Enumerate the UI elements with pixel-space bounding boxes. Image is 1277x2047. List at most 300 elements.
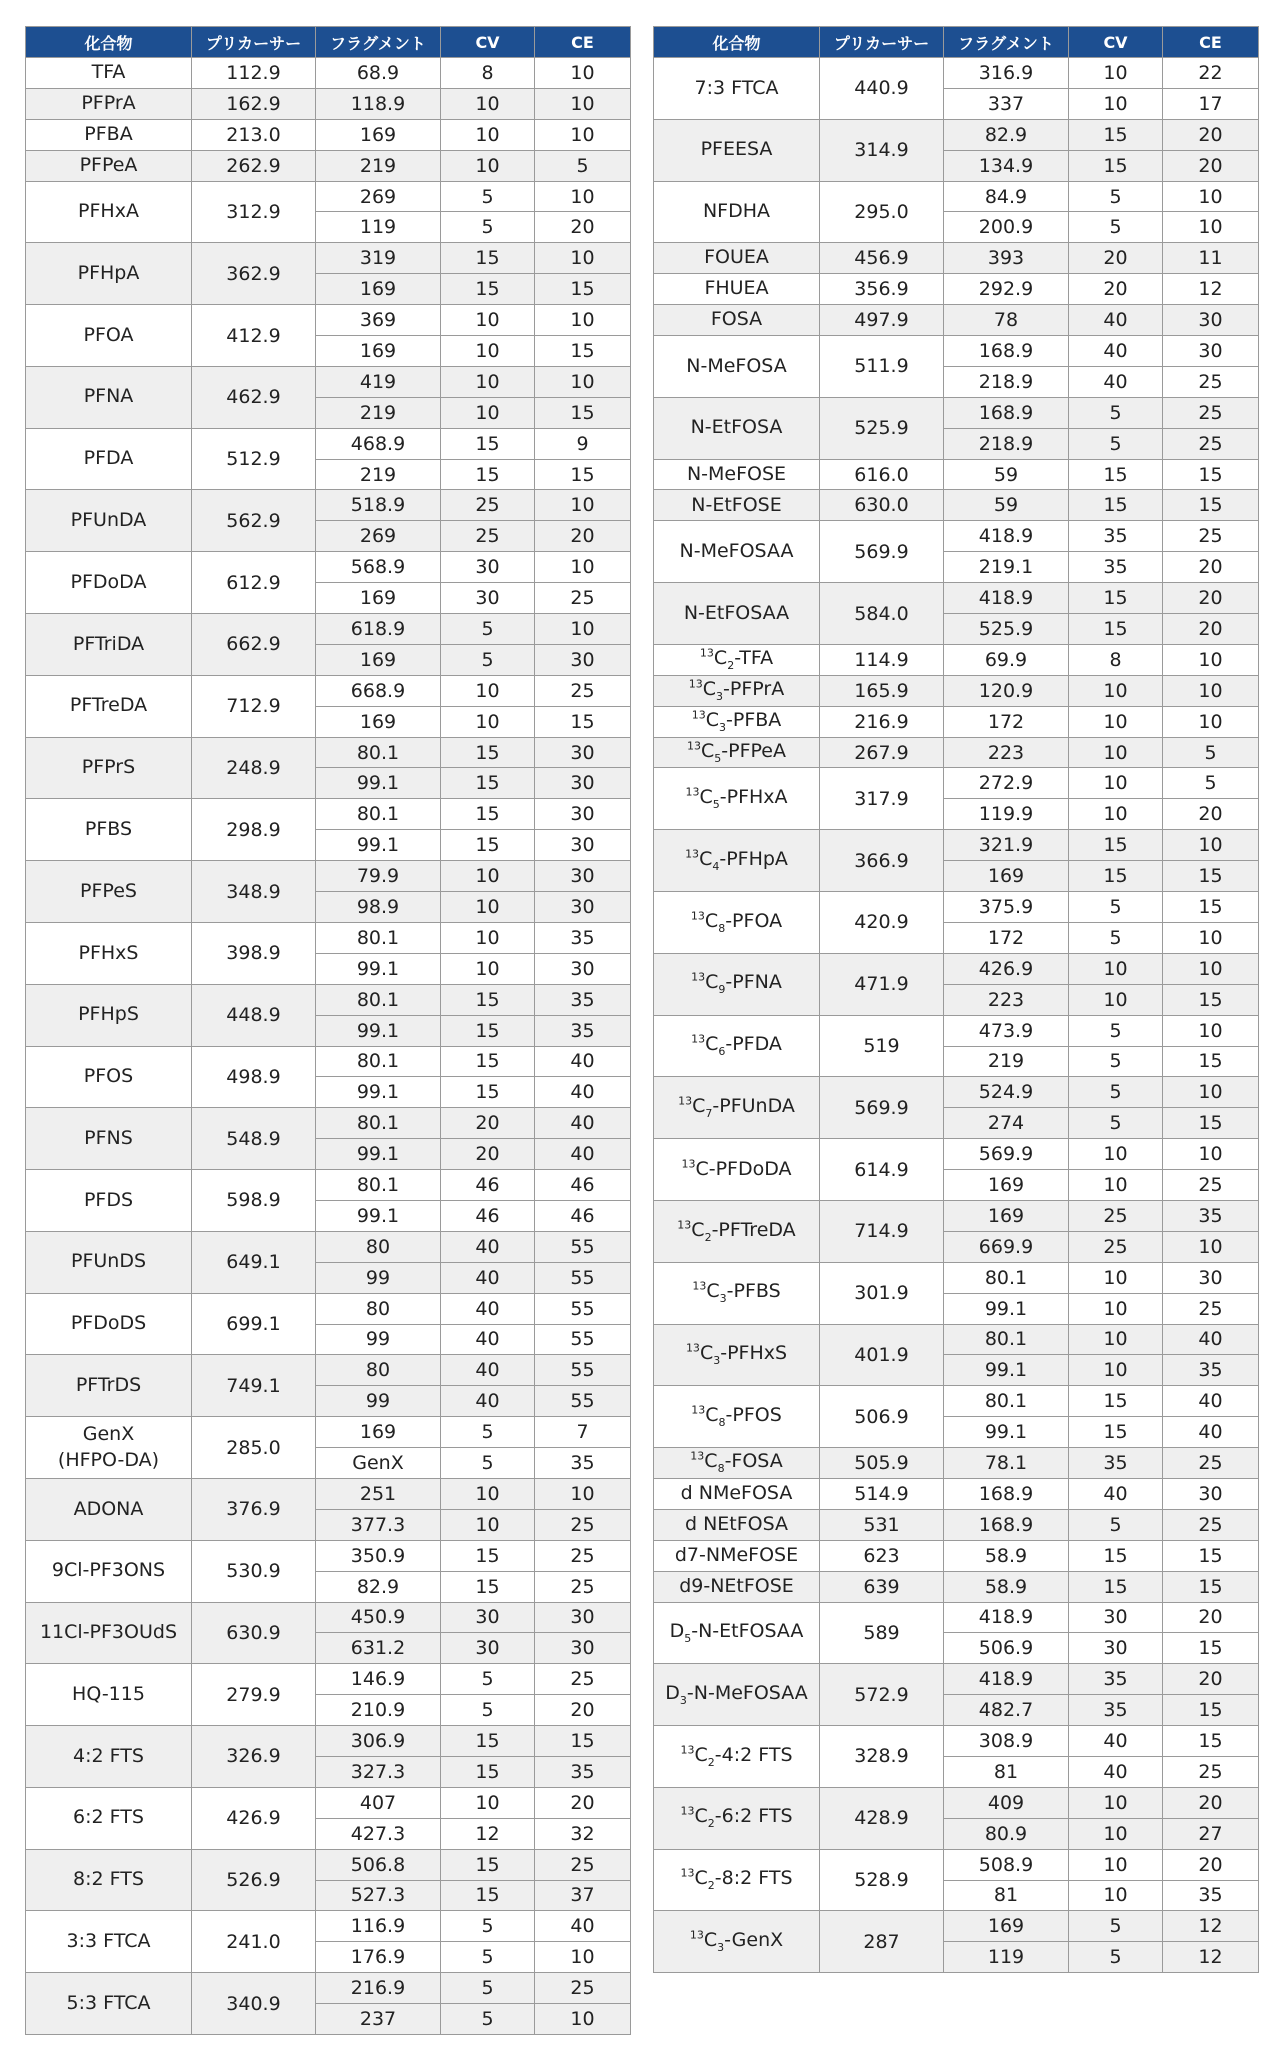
compound-name: FOSA bbox=[654, 305, 820, 336]
precursor-value: 420.9 bbox=[820, 892, 944, 954]
cv-value: 15 bbox=[441, 1046, 535, 1077]
fragment-value: 99.1 bbox=[316, 1015, 441, 1046]
ce-value: 25 bbox=[1163, 1170, 1259, 1201]
ce-value: 25 bbox=[1163, 1293, 1259, 1324]
table-row bbox=[26, 366, 631, 397]
precursor-value: 530.9 bbox=[192, 1540, 316, 1602]
compound-name: d7-NMeFOSE bbox=[654, 1540, 820, 1571]
cv-value: 15 bbox=[1069, 830, 1163, 861]
fragment-value: 316.9 bbox=[944, 58, 1069, 89]
cv-value: 15 bbox=[441, 1849, 535, 1880]
ce-value: 40 bbox=[535, 1139, 631, 1170]
table-row bbox=[654, 181, 1259, 212]
compound-group bbox=[26, 1911, 631, 1973]
table-row bbox=[26, 1293, 631, 1324]
compound-name: PFHpS bbox=[26, 984, 192, 1046]
fragment-value: 82.9 bbox=[316, 1571, 441, 1602]
compound-name: d9-NEtFOSE bbox=[654, 1571, 820, 1602]
ce-value: 25 bbox=[535, 675, 631, 706]
cv-value: 15 bbox=[1069, 459, 1163, 490]
cv-value: 10 bbox=[1069, 1262, 1163, 1293]
compound-group bbox=[654, 1571, 1259, 1602]
ce-value: 12 bbox=[1163, 1911, 1259, 1942]
ce-value: 10 bbox=[1163, 644, 1259, 675]
cv-value: 15 bbox=[1069, 119, 1163, 150]
compound-group bbox=[654, 1386, 1259, 1448]
table-row bbox=[26, 1540, 631, 1571]
ce-value: 5 bbox=[1163, 768, 1259, 799]
fragment-value: 219 bbox=[316, 459, 441, 490]
cv-value: 40 bbox=[1069, 1478, 1163, 1509]
ce-value: 10 bbox=[1163, 675, 1259, 706]
cv-value: 10 bbox=[441, 366, 535, 397]
cv-value: 5 bbox=[1069, 212, 1163, 243]
ce-value: 30 bbox=[535, 892, 631, 923]
ce-value: 30 bbox=[1163, 1478, 1259, 1509]
ce-value: 20 bbox=[1163, 583, 1259, 614]
compound-name: $^{13}C_2-8:2$ FTS bbox=[654, 1849, 820, 1911]
header-ce: CE bbox=[535, 27, 631, 58]
compound-name: NFDHA bbox=[654, 181, 820, 243]
cv-value: 15 bbox=[1069, 1540, 1163, 1571]
fragment-value: 80 bbox=[316, 1293, 441, 1324]
compound-group bbox=[26, 1787, 631, 1849]
compound-group bbox=[26, 737, 631, 799]
precursor-value: 162.9 bbox=[192, 88, 316, 119]
table-row bbox=[654, 1602, 1259, 1633]
ce-value: 25 bbox=[1163, 1756, 1259, 1787]
precursor-value: 285.0 bbox=[192, 1417, 316, 1479]
table-row bbox=[26, 305, 631, 336]
precursor-value: 714.9 bbox=[820, 1200, 944, 1262]
table-row bbox=[654, 644, 1259, 675]
fragment-value: 99.1 bbox=[316, 1200, 441, 1231]
cv-value: 10 bbox=[441, 336, 535, 367]
cv-value: 15 bbox=[441, 768, 535, 799]
table-row bbox=[654, 1139, 1259, 1170]
cv-value: 25 bbox=[441, 521, 535, 552]
cv-value: 5 bbox=[441, 644, 535, 675]
compound-group bbox=[26, 1973, 631, 2035]
cv-value: 10 bbox=[441, 88, 535, 119]
ce-value: 30 bbox=[535, 799, 631, 830]
table-row bbox=[26, 58, 631, 89]
cv-value: 15 bbox=[441, 737, 535, 768]
cv-value: 10 bbox=[1069, 768, 1163, 799]
cv-value: 10 bbox=[1069, 1880, 1163, 1911]
table-row bbox=[654, 953, 1259, 984]
cv-value: 5 bbox=[441, 1973, 535, 2004]
ce-value: 5 bbox=[535, 150, 631, 181]
table-row bbox=[654, 1726, 1259, 1757]
fragment-value: 99 bbox=[316, 1262, 441, 1293]
cv-value: 5 bbox=[441, 1448, 535, 1479]
compound-name: PFTreDA bbox=[26, 675, 192, 737]
compound-name: $^{13}C_8$-PFOS bbox=[654, 1386, 820, 1448]
header-precursor: プリカーサー bbox=[820, 27, 944, 58]
compound-group bbox=[26, 58, 631, 89]
precursor-value: 514.9 bbox=[820, 1478, 944, 1509]
compound-group bbox=[654, 892, 1259, 954]
compound-group bbox=[654, 1324, 1259, 1386]
fragment-value: 418.9 bbox=[944, 583, 1069, 614]
precursor-value: 623 bbox=[820, 1540, 944, 1571]
compound-table-left bbox=[25, 26, 631, 2035]
cv-value: 5 bbox=[441, 1664, 535, 1695]
ce-value: 15 bbox=[535, 1726, 631, 1757]
precursor-value: 497.9 bbox=[820, 305, 944, 336]
ce-value: 9 bbox=[535, 428, 631, 459]
cv-value: 15 bbox=[441, 1015, 535, 1046]
ce-value: 11 bbox=[1163, 243, 1259, 274]
precursor-value: 562.9 bbox=[192, 490, 316, 552]
ce-value: 20 bbox=[1163, 119, 1259, 150]
cv-value: 40 bbox=[441, 1262, 535, 1293]
ce-value: 15 bbox=[535, 459, 631, 490]
compound-name: $^{13}$C-PFDoDA bbox=[654, 1139, 820, 1201]
ce-value: 20 bbox=[1163, 1787, 1259, 1818]
cv-value: 5 bbox=[1069, 1046, 1163, 1077]
precursor-value: 326.9 bbox=[192, 1726, 316, 1788]
precursor-value: 362.9 bbox=[192, 243, 316, 305]
cv-value: 10 bbox=[1069, 1787, 1163, 1818]
compound-group bbox=[26, 1170, 631, 1232]
compound-group bbox=[654, 1787, 1259, 1849]
ce-value: 40 bbox=[535, 1046, 631, 1077]
ce-value: 22 bbox=[1163, 58, 1259, 89]
compound-name: 3:3 FTCA bbox=[26, 1911, 192, 1973]
cv-value: 40 bbox=[1069, 1726, 1163, 1757]
compound-name: $^{13}C_3$-PFPrA bbox=[654, 675, 820, 706]
cv-value: 40 bbox=[441, 1293, 535, 1324]
fragment-value: 119.9 bbox=[944, 799, 1069, 830]
precursor-value: 662.9 bbox=[192, 614, 316, 676]
cv-value: 30 bbox=[441, 552, 535, 583]
fragment-value: 407 bbox=[316, 1787, 441, 1818]
cv-value: 10 bbox=[1069, 799, 1163, 830]
compound-group bbox=[26, 1664, 631, 1726]
precursor-value: 241.0 bbox=[192, 1911, 316, 1973]
ce-value: 25 bbox=[1163, 521, 1259, 552]
table-row bbox=[26, 861, 631, 892]
cv-value: 5 bbox=[1069, 1942, 1163, 1973]
table-header bbox=[26, 27, 631, 58]
ce-value: 15 bbox=[1163, 984, 1259, 1015]
table-row bbox=[654, 305, 1259, 336]
ce-value: 17 bbox=[1163, 88, 1259, 119]
compound-name: $^{13}C_2-6:2$ FTS bbox=[654, 1787, 820, 1849]
precursor-value: 279.9 bbox=[192, 1664, 316, 1726]
cv-value: 40 bbox=[1069, 336, 1163, 367]
compound-name: 9Cl-PF3ONS bbox=[26, 1540, 192, 1602]
fragment-value: 99 bbox=[316, 1324, 441, 1355]
cv-value: 10 bbox=[441, 706, 535, 737]
header-fragment: フラグメント bbox=[316, 27, 441, 58]
fragment-value: 237 bbox=[316, 2004, 441, 2035]
compound-name: $^{13}C_5$-PFHxA bbox=[654, 768, 820, 830]
table-row bbox=[654, 706, 1259, 737]
fragment-value: 80.1 bbox=[316, 1170, 441, 1201]
ce-value: 12 bbox=[1163, 274, 1259, 305]
compound-name: N-MeFOSE bbox=[654, 459, 820, 490]
precursor-value: 216.9 bbox=[820, 706, 944, 737]
cv-value: 30 bbox=[441, 1602, 535, 1633]
cv-value: 10 bbox=[1069, 88, 1163, 119]
ce-value: 20 bbox=[1163, 614, 1259, 645]
fragment-value: 99 bbox=[316, 1386, 441, 1417]
compound-name: FOUEA bbox=[654, 243, 820, 274]
fragment-value: 169 bbox=[944, 1911, 1069, 1942]
compound-name: $^{13}C_6$-PFDA bbox=[654, 1015, 820, 1077]
fragment-value: 146.9 bbox=[316, 1664, 441, 1695]
precursor-value: 267.9 bbox=[820, 737, 944, 768]
precursor-value: 262.9 bbox=[192, 150, 316, 181]
compound-name: PFPrA bbox=[26, 88, 192, 119]
compound-group bbox=[654, 1139, 1259, 1201]
table-row bbox=[654, 1386, 1259, 1417]
cv-value: 5 bbox=[441, 1911, 535, 1942]
cv-value: 5 bbox=[441, 614, 535, 645]
fragment-value: 59 bbox=[944, 490, 1069, 521]
fragment-value: 668.9 bbox=[316, 675, 441, 706]
fragment-value: 169 bbox=[316, 274, 441, 305]
compound-name: HQ-115 bbox=[26, 1664, 192, 1726]
compound-name: PFOA bbox=[26, 305, 192, 367]
ce-value: 35 bbox=[1163, 1355, 1259, 1386]
cv-value: 15 bbox=[441, 1571, 535, 1602]
compound-name: $^{13}C_3$-PFBS bbox=[654, 1262, 820, 1324]
compound-group bbox=[654, 1509, 1259, 1540]
fragment-value: 169 bbox=[316, 1417, 441, 1448]
compound-group bbox=[654, 675, 1259, 706]
cv-value: 10 bbox=[1069, 1818, 1163, 1849]
compound-name: 6:2 FTS bbox=[26, 1787, 192, 1849]
cv-value: 40 bbox=[441, 1324, 535, 1355]
precursor-value: 440.9 bbox=[820, 58, 944, 120]
ce-value: 20 bbox=[535, 1787, 631, 1818]
compound-name: PFNA bbox=[26, 366, 192, 428]
fragment-value: 99.1 bbox=[944, 1355, 1069, 1386]
ce-value: 10 bbox=[1163, 830, 1259, 861]
fragment-value: 506.9 bbox=[944, 1633, 1069, 1664]
fragment-value: 84.9 bbox=[944, 181, 1069, 212]
cv-value: 15 bbox=[441, 274, 535, 305]
precursor-value: 426.9 bbox=[192, 1787, 316, 1849]
precursor-value: 639 bbox=[820, 1571, 944, 1602]
precursor-value: 569.9 bbox=[820, 521, 944, 583]
cv-value: 10 bbox=[441, 150, 535, 181]
precursor-value: 630.9 bbox=[192, 1602, 316, 1664]
fragment-value: 80 bbox=[316, 1231, 441, 1262]
ce-value: 35 bbox=[535, 922, 631, 953]
ce-value: 55 bbox=[535, 1262, 631, 1293]
compound-name: PFHpA bbox=[26, 243, 192, 305]
cv-value: 5 bbox=[441, 212, 535, 243]
ce-value: 30 bbox=[1163, 305, 1259, 336]
precursor-value: 248.9 bbox=[192, 737, 316, 799]
table-row bbox=[654, 490, 1259, 521]
cv-value: 15 bbox=[1069, 583, 1163, 614]
precursor-value: 366.9 bbox=[820, 830, 944, 892]
fragment-value: 219 bbox=[316, 397, 441, 428]
fragment-value: 99.1 bbox=[316, 1077, 441, 1108]
ce-value: 20 bbox=[1163, 552, 1259, 583]
ce-value: 15 bbox=[1163, 861, 1259, 892]
ce-value: 20 bbox=[1163, 150, 1259, 181]
compound-name: $^{13}C_3$-PFHxS bbox=[654, 1324, 820, 1386]
cv-value: 15 bbox=[1069, 1417, 1163, 1448]
table-row bbox=[654, 397, 1259, 428]
fragment-value: 80.1 bbox=[316, 984, 441, 1015]
fragment-value: 306.9 bbox=[316, 1726, 441, 1757]
table-row bbox=[26, 181, 631, 212]
cv-value: 20 bbox=[441, 1108, 535, 1139]
precursor-value: 112.9 bbox=[192, 58, 316, 89]
precursor-value: 616.0 bbox=[820, 459, 944, 490]
fragment-value: 69.9 bbox=[944, 644, 1069, 675]
cv-value: 10 bbox=[1069, 1324, 1163, 1355]
ce-value: 10 bbox=[1163, 1015, 1259, 1046]
fragment-value: 80.1 bbox=[316, 1046, 441, 1077]
fragment-value: GenX bbox=[316, 1448, 441, 1479]
compound-name: PFHxS bbox=[26, 922, 192, 984]
fragment-value: 99.1 bbox=[316, 953, 441, 984]
table-row bbox=[26, 150, 631, 181]
cv-value: 5 bbox=[1069, 1015, 1163, 1046]
fragment-value: 80.1 bbox=[316, 799, 441, 830]
ce-value: 30 bbox=[1163, 336, 1259, 367]
cv-value: 5 bbox=[1069, 892, 1163, 923]
cv-value: 10 bbox=[1069, 706, 1163, 737]
ce-value: 25 bbox=[535, 1664, 631, 1695]
ce-value: 40 bbox=[535, 1108, 631, 1139]
compound-name: N-EtFOSAA bbox=[654, 583, 820, 645]
ce-value: 35 bbox=[535, 1448, 631, 1479]
compound-name: N-MeFOSA bbox=[654, 336, 820, 398]
cv-value: 5 bbox=[1069, 428, 1163, 459]
ce-value: 55 bbox=[535, 1293, 631, 1324]
compound-group bbox=[26, 1726, 631, 1788]
cv-value: 40 bbox=[441, 1231, 535, 1262]
compound-group bbox=[654, 830, 1259, 892]
header-precursor: プリカーサー bbox=[192, 27, 316, 58]
cv-value: 25 bbox=[441, 490, 535, 521]
compound-group bbox=[654, 953, 1259, 1015]
table-row bbox=[654, 1849, 1259, 1880]
cv-value: 5 bbox=[1069, 1911, 1163, 1942]
fragment-value: 216.9 bbox=[316, 1973, 441, 2004]
compound-group bbox=[654, 1077, 1259, 1139]
ce-value: 15 bbox=[1163, 1540, 1259, 1571]
table-row bbox=[654, 1324, 1259, 1355]
ce-value: 15 bbox=[1163, 1571, 1259, 1602]
table-row bbox=[26, 428, 631, 459]
fragment-value: 219 bbox=[316, 150, 441, 181]
cv-value: 15 bbox=[441, 1756, 535, 1787]
cv-value: 15 bbox=[1069, 614, 1163, 645]
ce-value: 10 bbox=[535, 1942, 631, 1973]
precursor-value: 340.9 bbox=[192, 1973, 316, 2035]
compound-name: N-EtFOSA bbox=[654, 397, 820, 459]
compound-group bbox=[654, 1911, 1259, 1973]
fragment-value: 506.8 bbox=[316, 1849, 441, 1880]
table-row bbox=[654, 1911, 1259, 1942]
fragment-value: 81 bbox=[944, 1880, 1069, 1911]
fragment-value: 119 bbox=[944, 1942, 1069, 1973]
ce-value: 40 bbox=[1163, 1324, 1259, 1355]
compound-group bbox=[654, 243, 1259, 274]
header-ce: CE bbox=[1163, 27, 1259, 58]
fragment-value: 518.9 bbox=[316, 490, 441, 521]
precursor-value: 287 bbox=[820, 1911, 944, 1973]
compound-name: $^{13}C_2-4:2$ FTS bbox=[654, 1726, 820, 1788]
compound-name: GenX (HFPO-DA) bbox=[26, 1417, 192, 1479]
compound-group bbox=[654, 274, 1259, 305]
ce-value: 10 bbox=[535, 243, 631, 274]
ce-value: 10 bbox=[535, 614, 631, 645]
precursor-value: 356.9 bbox=[820, 274, 944, 305]
ce-value: 30 bbox=[535, 644, 631, 675]
fragment-value: 58.9 bbox=[944, 1571, 1069, 1602]
compound-group bbox=[654, 119, 1259, 181]
cv-value: 15 bbox=[441, 459, 535, 490]
compound-group bbox=[26, 614, 631, 676]
ce-value: 46 bbox=[535, 1200, 631, 1231]
compound-name: 5:3 FTCA bbox=[26, 1973, 192, 2035]
table-row bbox=[26, 737, 631, 768]
fragment-value: 80 bbox=[316, 1355, 441, 1386]
ce-value: 35 bbox=[535, 984, 631, 1015]
fragment-value: 524.9 bbox=[944, 1077, 1069, 1108]
compound-group bbox=[26, 552, 631, 614]
ce-value: 15 bbox=[535, 706, 631, 737]
ce-value: 25 bbox=[535, 1973, 631, 2004]
ce-value: 25 bbox=[1163, 366, 1259, 397]
table-row bbox=[26, 1849, 631, 1880]
compound-group bbox=[654, 1602, 1259, 1664]
compound-name: PFPeS bbox=[26, 861, 192, 923]
precursor-value: 165.9 bbox=[820, 675, 944, 706]
table-row bbox=[26, 1664, 631, 1695]
compound-name: $^{13}C_8$-PFOA bbox=[654, 892, 820, 954]
precursor-value: 295.0 bbox=[820, 181, 944, 243]
precursor-value: 519 bbox=[820, 1015, 944, 1077]
compound-group bbox=[26, 1355, 631, 1417]
fragment-value: 79.9 bbox=[316, 861, 441, 892]
cv-value: 10 bbox=[1069, 1849, 1163, 1880]
fragment-value: 210.9 bbox=[316, 1695, 441, 1726]
table-row bbox=[654, 1077, 1259, 1108]
compound-group bbox=[654, 1664, 1259, 1726]
ce-value: 10 bbox=[535, 88, 631, 119]
cv-value: 35 bbox=[1069, 521, 1163, 552]
ce-value: 10 bbox=[535, 181, 631, 212]
compound-name: PFBS bbox=[26, 799, 192, 861]
fragment-value: 169 bbox=[316, 644, 441, 675]
fragment-value: 169 bbox=[944, 1170, 1069, 1201]
precursor-value: 548.9 bbox=[192, 1108, 316, 1170]
cv-value: 15 bbox=[1069, 1386, 1163, 1417]
ce-value: 20 bbox=[1163, 799, 1259, 830]
ce-value: 25 bbox=[1163, 397, 1259, 428]
ce-value: 15 bbox=[1163, 1108, 1259, 1139]
fragment-value: 418.9 bbox=[944, 1602, 1069, 1633]
ce-value: 10 bbox=[535, 305, 631, 336]
cv-value: 30 bbox=[441, 583, 535, 614]
compound-group bbox=[26, 984, 631, 1046]
ce-value: 10 bbox=[535, 2004, 631, 2035]
fragment-value: 418.9 bbox=[944, 1664, 1069, 1695]
